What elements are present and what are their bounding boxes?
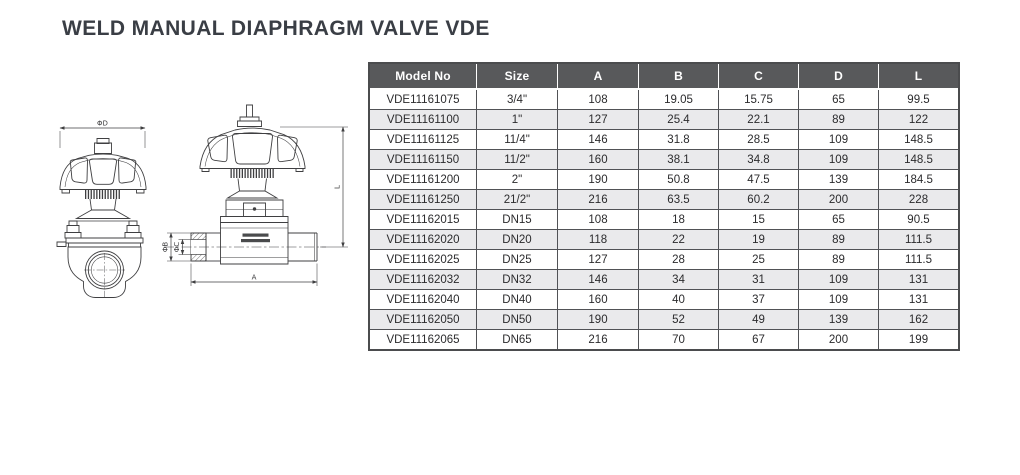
table-row bbox=[370, 270, 958, 290]
port-circle bbox=[86, 251, 124, 289]
table-cell: 109 bbox=[798, 270, 878, 290]
table-cell: 47.5 bbox=[718, 170, 798, 190]
table-cell: 108 bbox=[557, 210, 638, 230]
column-header: L bbox=[878, 64, 958, 90]
table-row bbox=[370, 150, 958, 170]
table-cell: VDE11161250 bbox=[370, 190, 476, 210]
table-cell: VDE11162015 bbox=[370, 210, 476, 230]
table-cell: 31.8 bbox=[638, 130, 718, 150]
table-cell: 190 bbox=[557, 310, 638, 330]
dim-label-phi-d: ΦD bbox=[97, 119, 108, 128]
table-cell: 146 bbox=[557, 130, 638, 150]
body-marking bbox=[241, 234, 270, 243]
table-cell: VDE11162065 bbox=[370, 330, 476, 349]
table-cell: DN20 bbox=[476, 230, 557, 250]
table-cell: 184.5 bbox=[878, 170, 958, 190]
table-cell: 148.5 bbox=[878, 150, 958, 170]
table-cell: VDE11161100 bbox=[370, 110, 476, 130]
table-cell: 34 bbox=[638, 270, 718, 290]
table-cell: 19 bbox=[718, 230, 798, 250]
table-cell: 89 bbox=[798, 230, 878, 250]
table-cell: DN25 bbox=[476, 250, 557, 270]
table-cell: 228 bbox=[878, 190, 958, 210]
table-row bbox=[370, 290, 958, 310]
table-cell: 22.1 bbox=[718, 110, 798, 130]
side-view-drawing bbox=[162, 105, 349, 286]
table-cell: 109 bbox=[798, 290, 878, 310]
table-cell: VDE11161200 bbox=[370, 170, 476, 190]
table-cell: DN40 bbox=[476, 290, 557, 310]
table-cell: 190 bbox=[557, 170, 638, 190]
table-cell: 65 bbox=[798, 210, 878, 230]
table-cell: DN15 bbox=[476, 210, 557, 230]
table-cell: 63.5 bbox=[638, 190, 718, 210]
knob-top bbox=[97, 139, 109, 144]
table-cell: VDE11161075 bbox=[370, 90, 476, 110]
table-cell: 127 bbox=[557, 250, 638, 270]
table-cell: 89 bbox=[798, 250, 878, 270]
table-cell: 40 bbox=[638, 290, 718, 310]
front-view-drawing bbox=[57, 120, 146, 300]
table-row bbox=[370, 130, 958, 150]
column-header: C bbox=[718, 64, 798, 90]
table-cell: 21/2" bbox=[476, 190, 557, 210]
table-row bbox=[370, 90, 958, 110]
table-cell: 109 bbox=[798, 150, 878, 170]
table-cell: 139 bbox=[798, 170, 878, 190]
table-cell: 28.5 bbox=[718, 130, 798, 150]
table-row bbox=[370, 330, 958, 349]
table-cell: 109 bbox=[798, 130, 878, 150]
spec-table-header bbox=[370, 64, 958, 90]
table-cell: 65 bbox=[798, 90, 878, 110]
table-cell: 37 bbox=[718, 290, 798, 310]
table-row bbox=[370, 230, 958, 250]
table-cell: 111.5 bbox=[878, 230, 958, 250]
column-header: Size bbox=[476, 64, 557, 90]
dim-label-a: A bbox=[251, 273, 257, 282]
table-cell: 200 bbox=[798, 330, 878, 349]
table-cell: 3/4" bbox=[476, 90, 557, 110]
table-cell: 25.4 bbox=[638, 110, 718, 130]
table-row bbox=[370, 170, 958, 190]
table-cell: 18 bbox=[638, 210, 718, 230]
table-cell: 38.1 bbox=[638, 150, 718, 170]
dim-label-l: L bbox=[333, 185, 342, 189]
table-cell: 25 bbox=[718, 250, 798, 270]
table-cell: 60.2 bbox=[718, 190, 798, 210]
table-cell: DN32 bbox=[476, 270, 557, 290]
table-cell: 28 bbox=[638, 250, 718, 270]
table-cell: VDE11162040 bbox=[370, 290, 476, 310]
page-title: WELD MANUAL DIAPHRAGM VALVE VDE bbox=[62, 17, 490, 40]
table-cell: 89 bbox=[798, 110, 878, 130]
table-cell: VDE11162020 bbox=[370, 230, 476, 250]
table-cell: 67 bbox=[718, 330, 798, 349]
table-cell: 200 bbox=[798, 190, 878, 210]
table-row bbox=[370, 210, 958, 230]
table-cell: DN65 bbox=[476, 330, 557, 349]
stem bbox=[247, 105, 253, 117]
valve-body-front bbox=[68, 247, 141, 298]
table-cell: 11/2" bbox=[476, 150, 557, 170]
table-cell: 11/4" bbox=[476, 130, 557, 150]
table-cell: 99.5 bbox=[878, 90, 958, 110]
table-cell: 22 bbox=[638, 230, 718, 250]
table-cell: DN50 bbox=[476, 310, 557, 330]
table-cell: 160 bbox=[557, 290, 638, 310]
table-cell: 49 bbox=[718, 310, 798, 330]
table-cell: 160 bbox=[557, 150, 638, 170]
handwheel-front bbox=[60, 154, 146, 189]
table-cell: VDE11161125 bbox=[370, 130, 476, 150]
table-row bbox=[370, 110, 958, 130]
table-cell: 50.8 bbox=[638, 170, 718, 190]
table-cell: VDE11162050 bbox=[370, 310, 476, 330]
spec-table-container bbox=[368, 62, 960, 351]
dim-label-phi-c: ΦC bbox=[173, 241, 181, 253]
table-cell: 111.5 bbox=[878, 250, 958, 270]
table-cell: 108 bbox=[557, 90, 638, 110]
table-cell: 131 bbox=[878, 270, 958, 290]
table-cell: 118 bbox=[557, 230, 638, 250]
side-nub bbox=[57, 242, 66, 247]
table-cell: 34.8 bbox=[718, 150, 798, 170]
table-row bbox=[370, 310, 958, 330]
table-cell: VDE11162032 bbox=[370, 270, 476, 290]
table-cell: 122 bbox=[878, 110, 958, 130]
table-cell: 139 bbox=[798, 310, 878, 330]
spec-table-body bbox=[370, 90, 958, 349]
table-cell: VDE11162025 bbox=[370, 250, 476, 270]
column-header: B bbox=[638, 64, 718, 90]
table-cell: 162 bbox=[878, 310, 958, 330]
weld-end-section bbox=[191, 233, 206, 261]
column-header: Model No bbox=[370, 64, 476, 90]
handwheel-side bbox=[200, 128, 305, 168]
table-cell: 199 bbox=[878, 330, 958, 349]
table-cell: 19.05 bbox=[638, 90, 718, 110]
valve-body-side bbox=[221, 223, 289, 265]
table-cell: 2" bbox=[476, 170, 557, 190]
spec-table bbox=[368, 62, 960, 351]
table-row bbox=[370, 190, 958, 210]
valve-drawings bbox=[28, 96, 378, 351]
table-cell: 127 bbox=[557, 110, 638, 130]
table-cell: 70 bbox=[638, 330, 718, 349]
table-cell: 90.5 bbox=[878, 210, 958, 230]
table-cell: 146 bbox=[557, 270, 638, 290]
header-row bbox=[370, 64, 958, 90]
table-cell: 15.75 bbox=[718, 90, 798, 110]
table-row bbox=[370, 250, 958, 270]
table-cell: 1" bbox=[476, 110, 557, 130]
table-cell: 216 bbox=[557, 330, 638, 349]
table-cell: 52 bbox=[638, 310, 718, 330]
table-cell: 216 bbox=[557, 190, 638, 210]
bonnet-bolts-front bbox=[65, 221, 141, 238]
bonnet-block bbox=[226, 200, 283, 217]
table-cell: 131 bbox=[878, 290, 958, 310]
table-cell: 31 bbox=[718, 270, 798, 290]
dim-label-phi-b: ΦB bbox=[161, 241, 170, 253]
column-header: A bbox=[557, 64, 638, 90]
table-cell: 15 bbox=[718, 210, 798, 230]
column-header: D bbox=[798, 64, 878, 90]
table-cell: 148.5 bbox=[878, 130, 958, 150]
table-cell: VDE11161150 bbox=[370, 150, 476, 170]
